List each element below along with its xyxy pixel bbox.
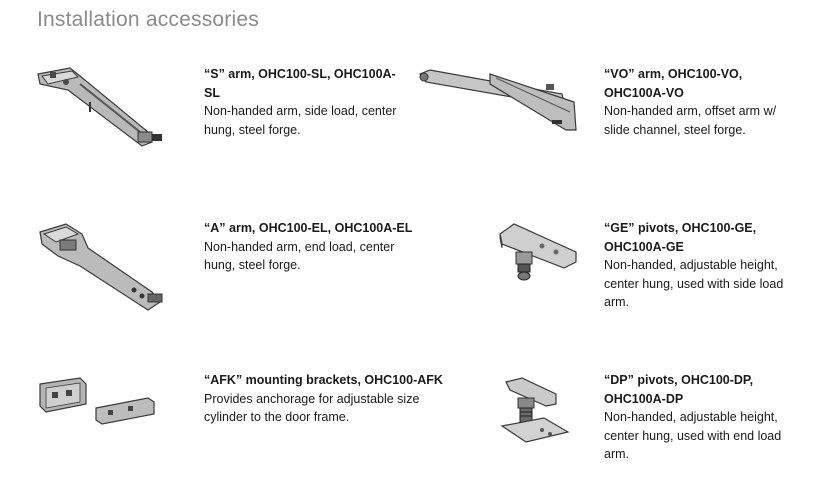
a-arm-image — [30, 220, 170, 315]
item-name: “VO” arm, OHC100-VO, OHC100A-VO — [604, 67, 743, 100]
dp-pivot-image — [496, 374, 576, 446]
item-name: “S” arm, OHC100-SL, OHC100A-SL — [204, 67, 396, 100]
ge-pivot-image — [494, 218, 584, 288]
item-description: Non-handed, adjustable height, center hung, used with end load arm. — [604, 410, 782, 461]
list-item — [604, 219, 809, 312]
item-name: “DP” pivots, OHC100-DP, OHC100A-DP — [604, 373, 754, 406]
item-description: Non-handed, adjustable height, center hung, used with side load arm. — [604, 258, 784, 309]
vo-arm-image — [412, 64, 587, 139]
list-item — [204, 371, 474, 427]
item-description: Non-handed arm, side load, center hung, steel forge. — [204, 104, 397, 137]
item-name: “AFK” mounting brackets, OHC100-AFK — [204, 373, 443, 387]
list-item — [604, 65, 804, 139]
list-item — [204, 219, 444, 275]
list-item — [604, 371, 809, 464]
item-name: “GE” pivots, OHC100-GE, OHC100A-GE — [604, 221, 757, 254]
item-description: Non-handed arm, offset arm w/ slide channel, steel forge. — [604, 104, 777, 137]
item-description: Provides anchorage for adjustable size cylinder to the door frame. — [204, 391, 420, 424]
item-description: Non-handed arm, end load, center hung, steel forge. — [204, 239, 395, 272]
list-item — [204, 65, 404, 139]
s-arm-image — [30, 62, 170, 157]
item-name: “A” arm, OHC100-EL, OHC100A-EL — [204, 221, 413, 235]
page-title: Installation accessories — [37, 8, 259, 31]
afk-bracket-image — [36, 374, 161, 429]
